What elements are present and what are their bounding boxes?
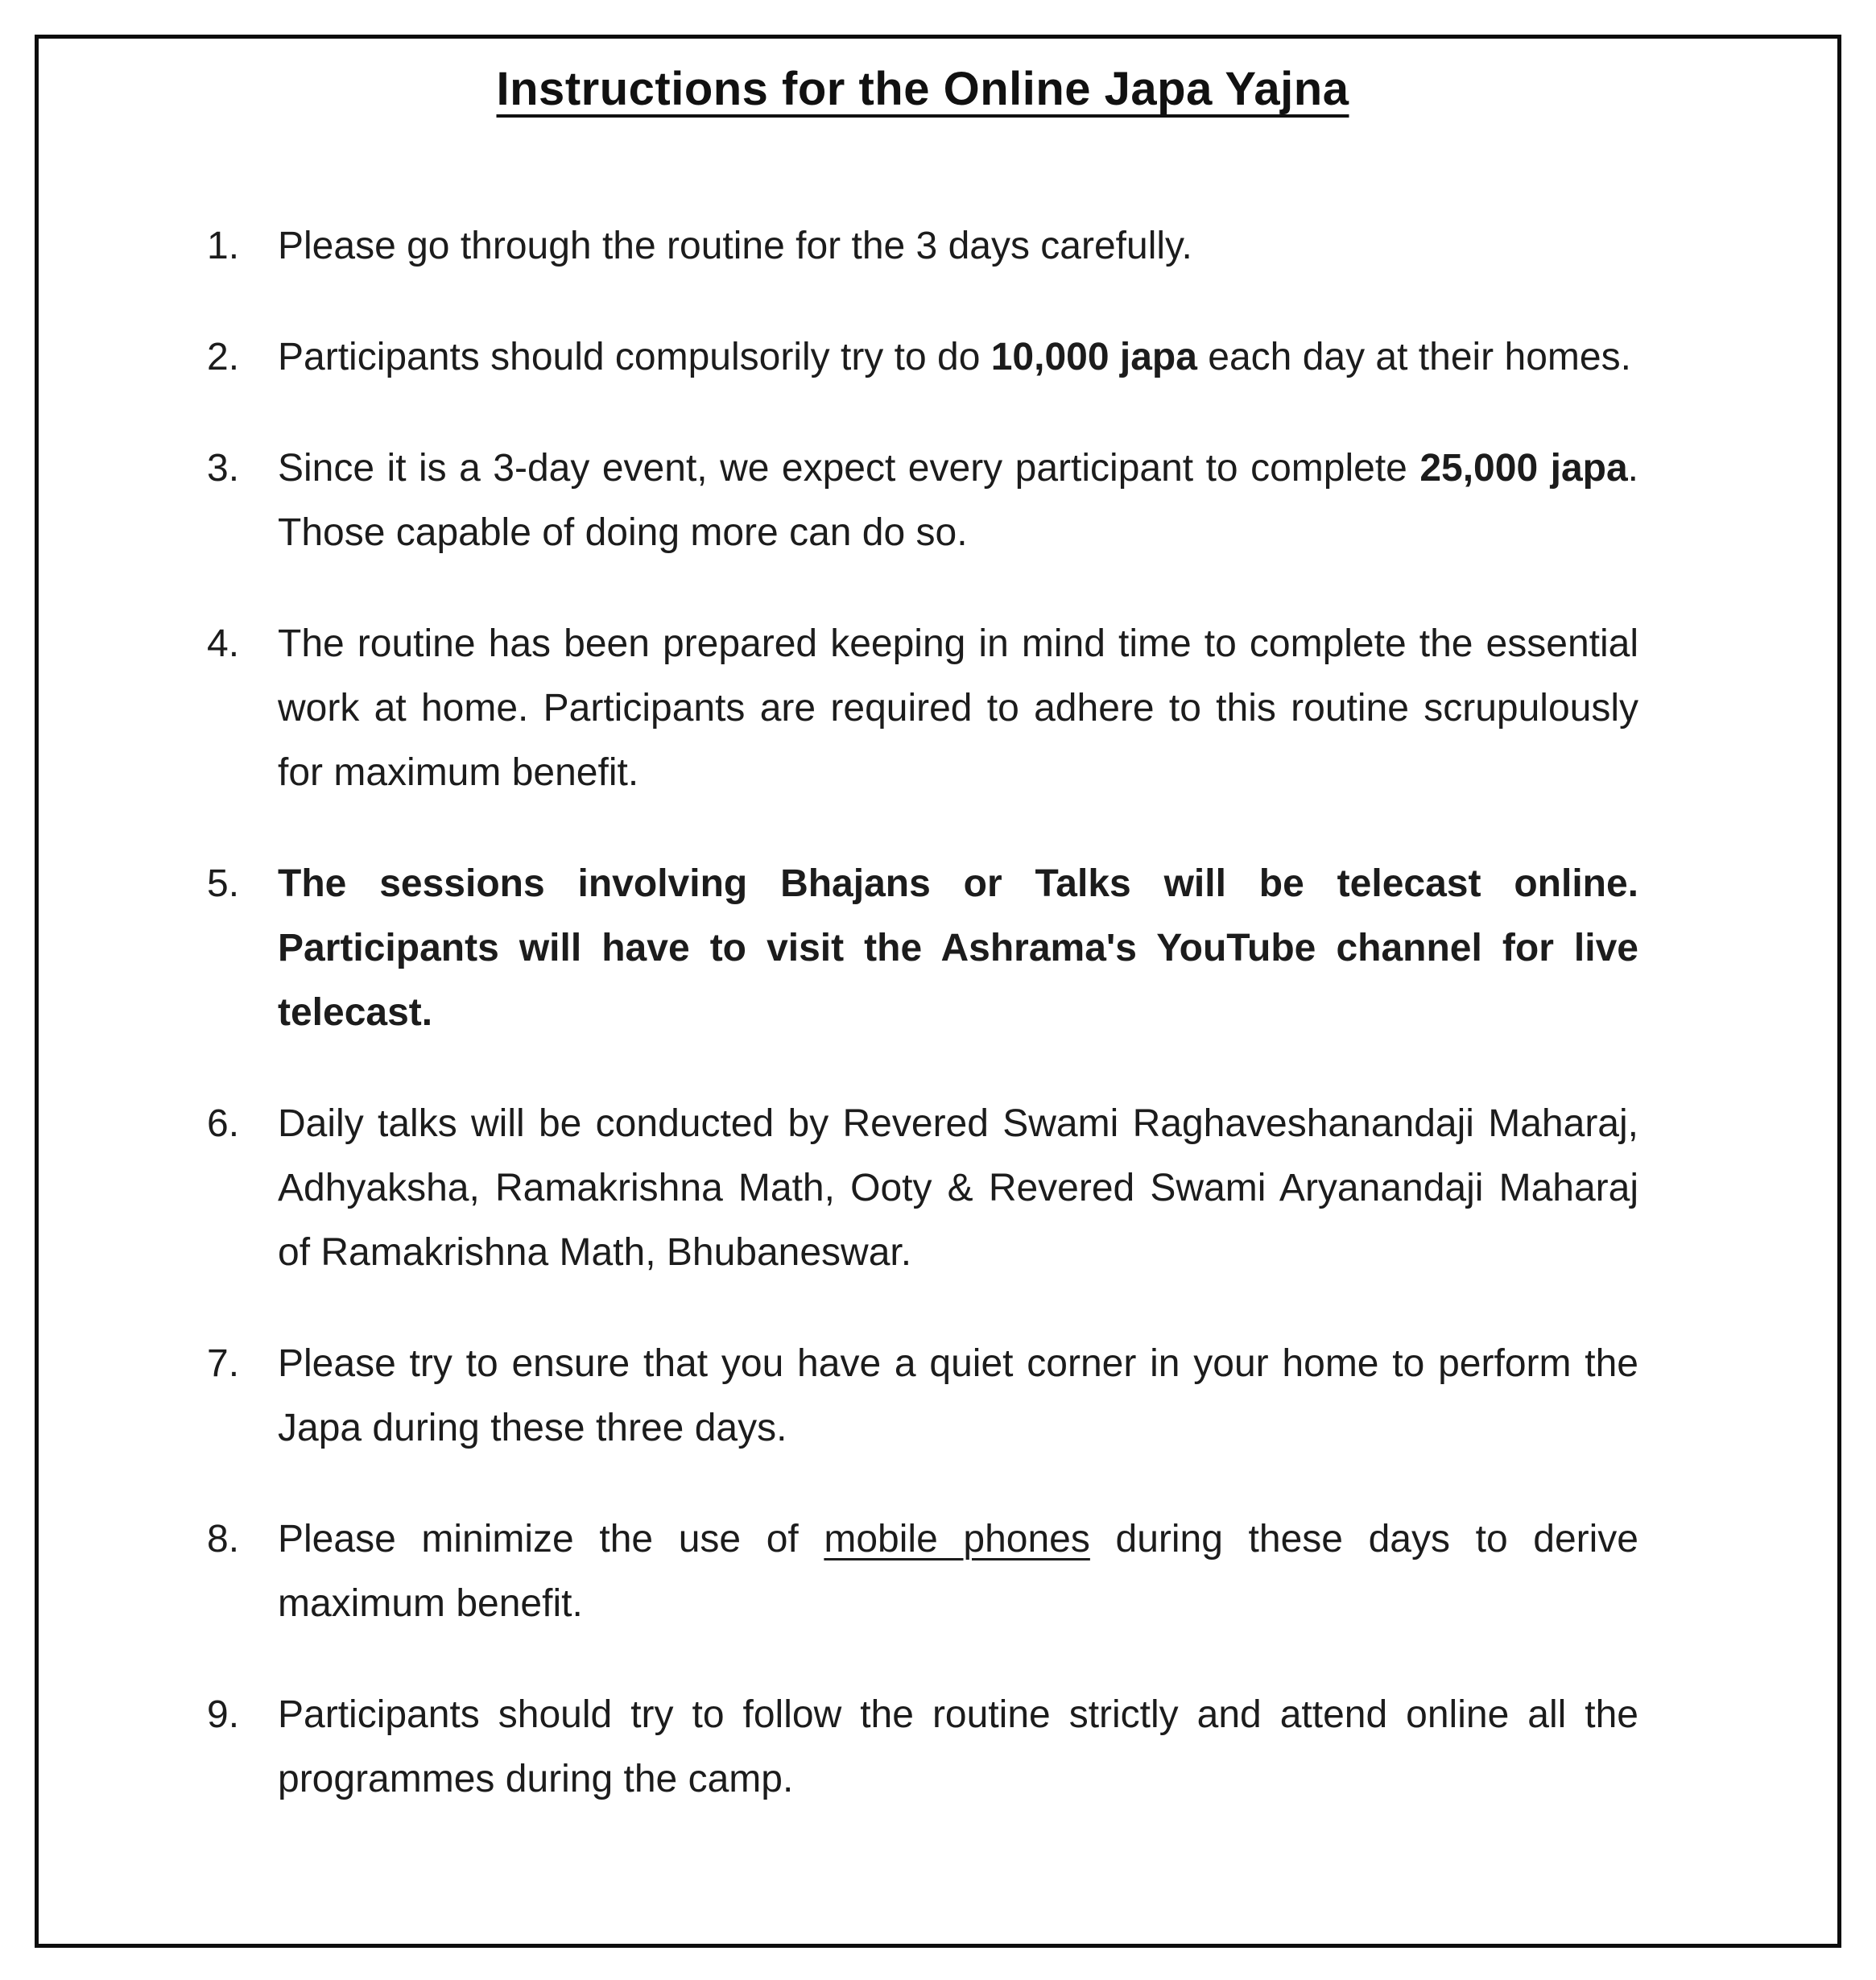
text-segment: Please minimize the use of (278, 1518, 824, 1560)
item-text (278, 214, 1638, 279)
text-segment: Participants should try to follow the routine strictly and attend online all the programmes during the camp. (278, 1693, 1638, 1800)
list-item (207, 612, 1638, 805)
text-segment: The routine has been prepared keeping in mind time to complete the essential work at home. Participants are required to adhere to this routine scrupulously for maximum benefit. (278, 622, 1638, 794)
underlined-text: mobile phones (824, 1518, 1090, 1560)
item-text (278, 852, 1638, 1045)
item-text (278, 1683, 1638, 1812)
text-segment: during these days to derive maximum benefit. (278, 1518, 1638, 1625)
text-segment: Participants should compulsorily try to do (278, 336, 991, 378)
list-item (207, 1683, 1638, 1812)
list-item (207, 436, 1638, 565)
item-text (278, 1332, 1638, 1461)
text-segment: Daily talks will be conducted by Revered Swami Raghaveshanandaji Maharaj, Adhyaksha, Ramakrishna Math, Ooty & Revered Swami Aryanandaji Maharaj of Ramakrishna Math, Bhubaneswar. (278, 1102, 1638, 1274)
item-text (278, 436, 1638, 565)
item-text (278, 325, 1638, 390)
item-number: 1. (207, 225, 240, 267)
item-number: 3. (207, 447, 240, 490)
text-segment: . Those capable of doing more can do so. (278, 447, 1639, 554)
item-number: 6. (207, 1102, 240, 1145)
item-number: 4. (207, 622, 240, 665)
instructions-list (207, 214, 1638, 1812)
item-number: 9. (207, 1693, 240, 1736)
item-text (278, 612, 1638, 805)
list-item (207, 1507, 1638, 1636)
item-text (278, 1507, 1638, 1636)
item-number: 5. (207, 862, 240, 905)
item-text (278, 1092, 1638, 1285)
list-item (207, 1092, 1638, 1285)
list-item (207, 325, 1638, 390)
text-segment: Please try to ensure that you have a quiet corner in your home to perform the Japa during these three days. (278, 1342, 1638, 1449)
page-border (35, 35, 1841, 1948)
page-title: Instructions for the Online Japa Yajna (496, 63, 1349, 115)
item-number: 8. (207, 1518, 240, 1560)
list-item (207, 852, 1638, 1045)
bold-text: 10,000 japa (990, 336, 1197, 378)
list-item (207, 214, 1638, 279)
text-segment: Since it is a 3-day event, we expect every participant to complete (278, 447, 1420, 490)
text-segment: each day at their homes. (1196, 336, 1631, 378)
item-number: 2. (207, 336, 240, 378)
item-number: 7. (207, 1342, 240, 1385)
list-item (207, 1332, 1638, 1461)
bold-text: The sessions involving Bhajans or Talks will be telecast online. Participants will have to visit the Ashrama's YouTube channel for live telecast. (278, 862, 1638, 1034)
text-segment: Please go through the routine for the 3 days carefully. (278, 225, 1192, 267)
bold-text: 25,000 japa (1419, 447, 1628, 490)
